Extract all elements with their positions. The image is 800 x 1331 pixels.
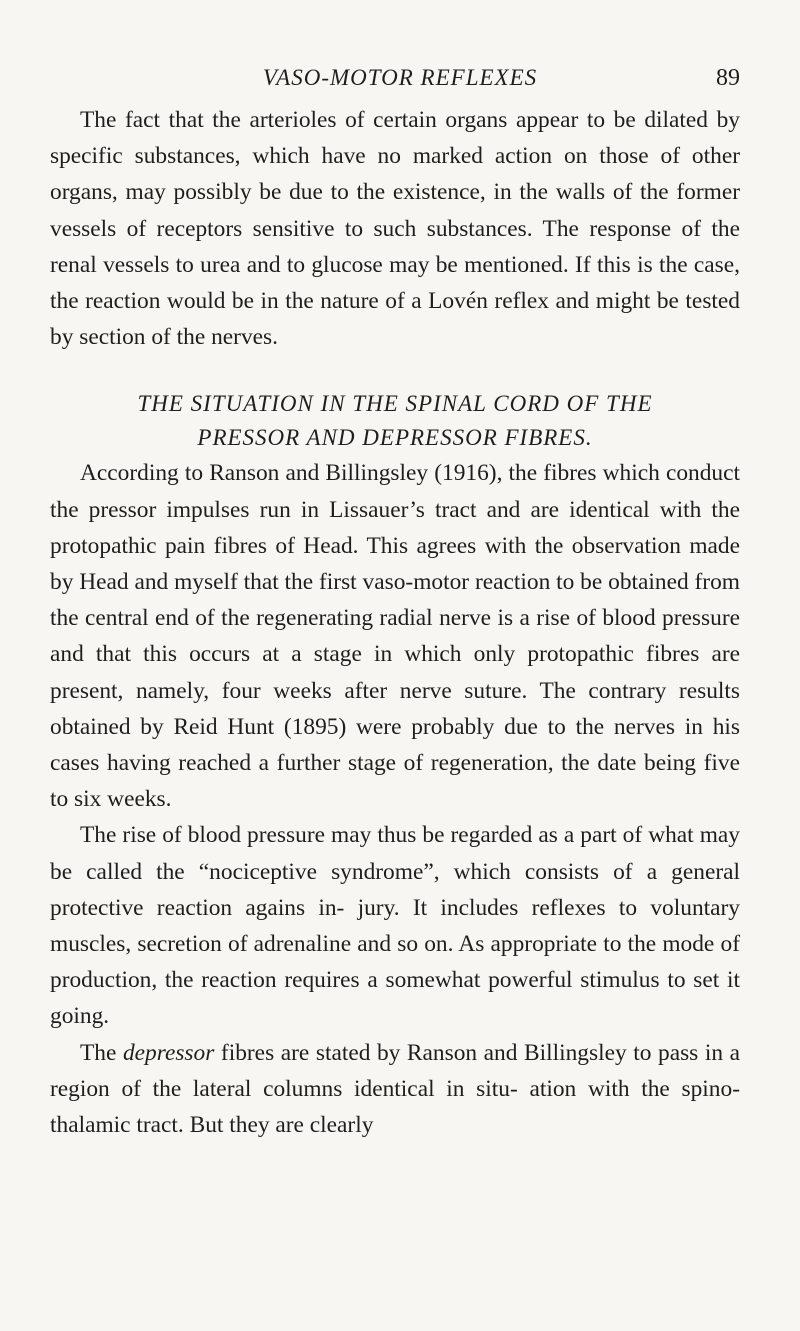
paragraph-4-start: The: [80, 1039, 123, 1066]
section-heading-line-1: THE SITUATION IN THE SPINAL CORD OF THE: [137, 391, 653, 417]
paragraph-4: [50, 1035, 740, 1144]
section-heading-line-2: PRESSOR AND DEPRESSOR FIBRES.: [197, 425, 593, 451]
paragraph-4-emphasis: depressor: [122, 1039, 215, 1066]
paragraph-3: The rise of blood pressure may thus be regarded as a part of what may be called the “nociceptive syndrome”, which consists of a general protective reaction agains in- jury. It includes reflexes to voluntary muscles, secretion of adrenaline and so on. As appropriate to the mode of production, the reaction requires a somewhat powerful stimulus to set it going.: [50, 822, 740, 1030]
paragraph-2: According to Ranson and Billingsley (1916), the fibres which conduct the pressor impulses run in Lissauer’s tract and are identical with the protopathic pain fibres of Head. This agrees with the observation made by Head and myself that the first vaso-motor reaction to be obtained from the central end of the regenerating radial nerve is a rise of blood pressure and that this occurs at a stage in which only protopathic fibres are present, namely, four weeks after nerve suture. The contrary results obtained by Reid Hunt (1895) were probably due to the nerves in his cases having reached a further stage of regeneration, the date being five to six weeks.: [50, 460, 740, 813]
paragraph-1: The fact that the arterioles of certain organs appear to be dilated by specific substances, which have no marked action on those of other organs, may possibly be due to the existence, in the walls of the former vessels of receptors sensitive to such substances. The response of the renal vessels to urea and to glucose may be mentioned. If this is the case, the reaction would be in the nature of a Lovén reflex and might be tested by section of the nerves.: [50, 107, 740, 351]
running-title: VASO-MOTOR REFLEXES: [262, 65, 538, 90]
section-heading: [50, 355, 740, 455]
paragraph-4-rest: fibres are stated by Ranson and Billingsley to pass in a region of the lateral columns identical in situ- ation with the spino-thalamic tract. But they are clearly: [50, 1039, 740, 1139]
body-text: [50, 102, 740, 1143]
page-number: 89: [716, 65, 740, 91]
running-head: [60, 60, 740, 100]
